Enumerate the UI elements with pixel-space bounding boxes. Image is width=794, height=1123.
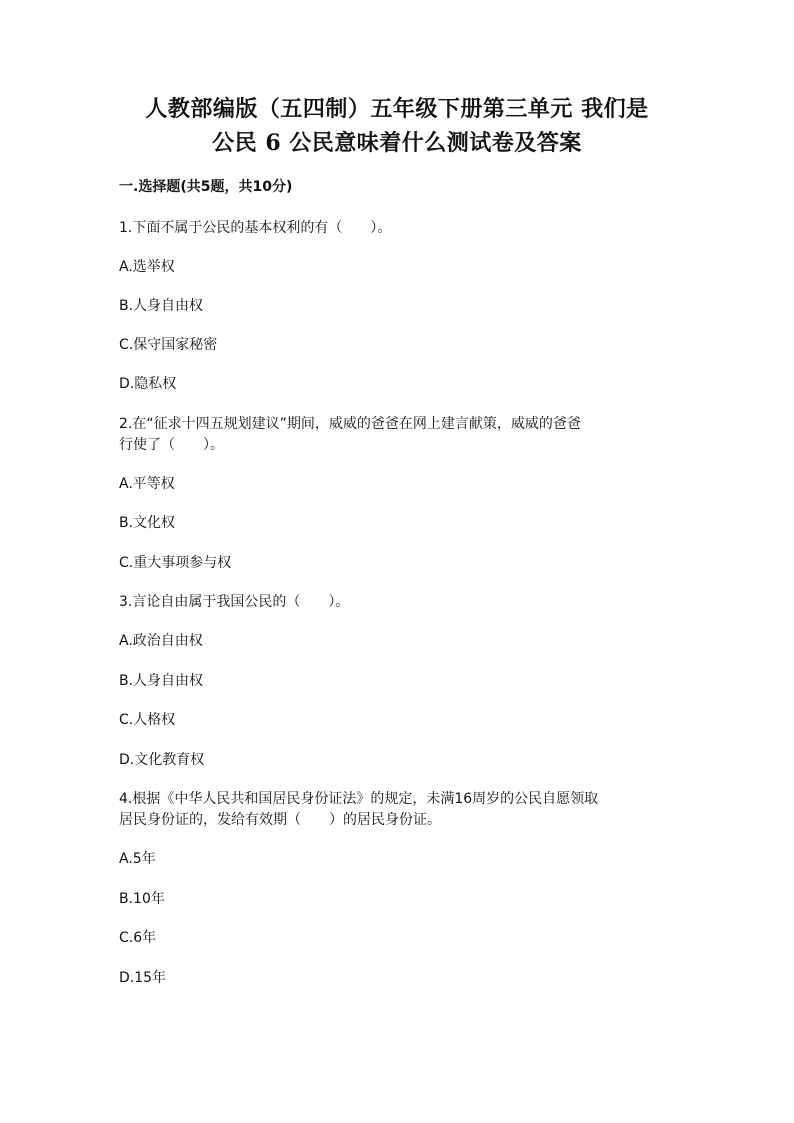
question-4-stem-line-2: 居民身份证的，发给有效期（ ）的居民身份证。 <box>119 812 441 828</box>
question-2-option-a: A.平等权 <box>119 476 175 492</box>
question-1-option-d: D.隐私权 <box>119 376 177 392</box>
question-3-stem-line-1: 3.言论自由属于我国公民的（ ）。 <box>119 594 350 610</box>
question-1-option-b: B.人身自由权 <box>119 298 204 314</box>
question-3-option-b: B.人身自由权 <box>119 673 204 689</box>
question-2-stem-line-1: 2.在“征求十四五规划建议”期间，威威的爸爸在网上建言献策，威威的爸爸 <box>119 416 581 432</box>
question-2-option-b: B.文化权 <box>119 515 176 531</box>
question-2-option-c: C.重大事项参与权 <box>119 555 232 571</box>
question-3-option-d: D.文化教育权 <box>119 752 205 768</box>
question-2-stem-line-2: 行使了（ ）。 <box>119 437 224 453</box>
document-title <box>0 92 794 160</box>
question-1-option-c: C.保守国家秘密 <box>119 337 218 353</box>
question-4-stem-line-1: 4.根据《中华人民共和国居民身份证法》的规定，未满16周岁的公民自愿领取 <box>119 791 599 807</box>
question-4-option-c: C.6年 <box>119 930 157 946</box>
title-line-1: 人教部编版（五四制）五年级下册第三单元 我们是 <box>145 96 649 122</box>
question-4-option-b: B.10年 <box>119 891 165 907</box>
question-3-option-c: C.人格权 <box>119 712 176 728</box>
question-4-option-d: D.15年 <box>119 970 167 986</box>
question-1-stem-line-1: 1.下面不属于公民的基本权利的有（ ）。 <box>119 220 392 236</box>
section-title: 一.选择题(共5题，共10分) <box>119 179 293 195</box>
question-4-option-a: A.5年 <box>119 851 156 867</box>
question-3-option-a: A.政治自由权 <box>119 633 203 649</box>
question-1-option-a: A.选举权 <box>119 259 175 275</box>
title-line-2: 公民 6 公民意味着什么测试卷及答案 <box>212 130 582 156</box>
